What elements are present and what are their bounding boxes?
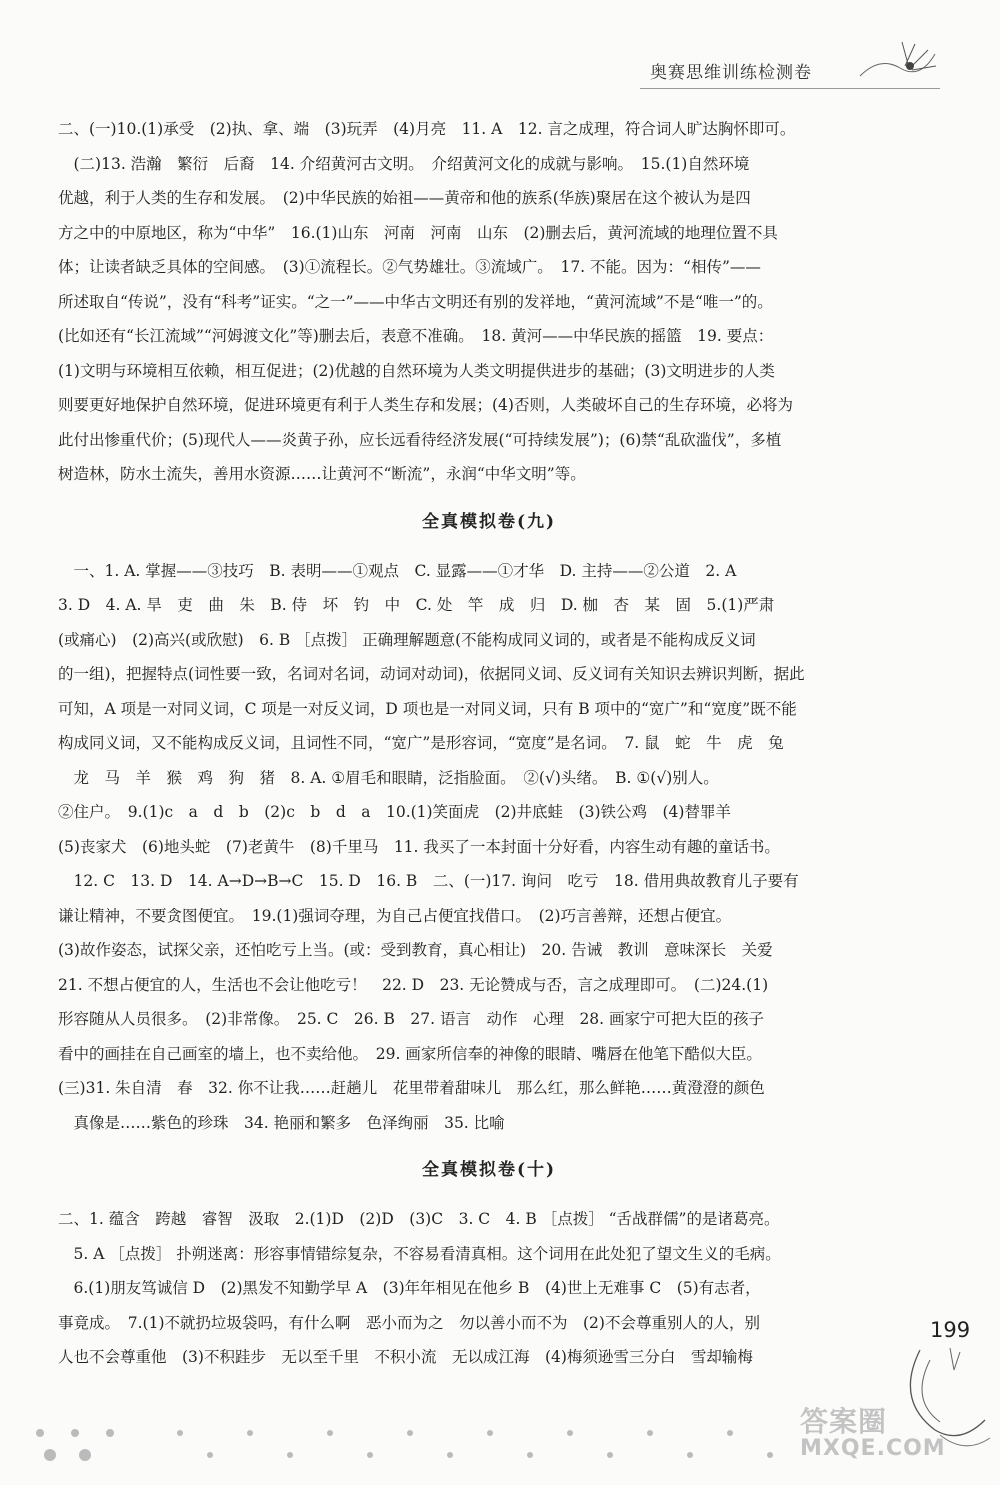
text-line: 谦让精神，不要贪图便宜。 19.(1)强词夺理，为自己占便宜找借口。 (2)巧言善辩，还想占便宜。	[58, 906, 732, 925]
header-ornament-icon	[850, 36, 940, 86]
text-line: 龙 马 羊 猴 鸡 狗 猪 8. A. ①眉毛和眼睛，泛指脸面。 ②(√)头绪。 B. ①(√)别人。	[58, 768, 719, 787]
text-line: 二、1. 蕴含 跨越 睿智 汲取 2.(1)D (2)D (3)C 3. C 4. B ［点拨］ “舌战群儒”的是诸葛亮。	[58, 1210, 780, 1228]
section-intro-text	[58, 112, 920, 492]
answer-content	[58, 112, 920, 1375]
section-title-ten: 全真模拟卷(十)	[421, 1160, 557, 1180]
section-title-nine: 全真模拟卷(九)	[421, 511, 557, 532]
text-line: 所述取自“传说”，没有“科考”证实。“之一”——中华古文明还有别的发祥地，“黄河流域”不是“唯一”的。	[58, 292, 773, 311]
text-line: (三)31. 朱自清 春 32. 你不让我……赶趟儿 花里带着甜味儿 那么红，那么鲜艳……黄澄澄的颜色	[58, 1079, 765, 1097]
header-rule	[640, 88, 940, 89]
text-line: 体；让读者缺乏具体的空间感。 (3)①流程长。②气势雄壮。③流域广。 17. 不能。因为：“相传”——	[58, 258, 761, 276]
watermark-title: 答案圈	[800, 1405, 888, 1438]
text-line: 此付出惨重代价；(5)现代人——炎黄子孙，应长远看待经济发展(“可持续发展”)；(6)禁“乱砍滥伐”，多植	[58, 430, 782, 449]
footer-dots-decoration	[30, 1425, 930, 1465]
watermark-url: MXQE.COM	[800, 1436, 946, 1461]
text-line: 人也不会尊重他 (3)不积跬步 无以至千里 不积小流 无以成江海 (4)梅须逊雪三分白 雪却输梅	[58, 1348, 753, 1366]
text-line: (比如还有“长江流域”“河姆渡文化”等)删去后，表意不准确。 18. 黄河——中华民族的摇篮 19. 要点：	[58, 327, 774, 345]
text-line: (二)13. 浩瀚 繁衍 后裔 14. 介绍黄河古文明。 介绍黄河文化的成就与影响。 15.(1)自然环境	[58, 154, 750, 173]
text-line: ②住户。 9.(1)c a d b (2)c b d a 10.(1)笑面虎 (2)井底蛙 (3)铁公鸡 (4)替罪羊	[58, 803, 731, 821]
text-line: 5. A ［点拨］ 扑朔迷离：形容事情错综复杂，不容易看清真相。这个词用在此处犯了望文生义的毛病。	[58, 1244, 781, 1263]
watermark	[800, 1400, 946, 1461]
text-line: (3)故作姿态，试探父亲，还怕吃亏上当。(或：受到教育，真心相让) 20. 告诫 教训 意味深长 关爱	[58, 941, 773, 959]
text-line: 则要更好地保护自然环境，促进环境更有利于人类生存和发展；(4)否则，人类破坏自己的生存环境，必将为	[58, 396, 793, 414]
text-line: 树造林，防水土流失，善用水资源……让黄河不“断流”，永润“中华文明”等。	[58, 465, 586, 483]
section-ten-text	[58, 1202, 920, 1375]
text-line: 可知，A 项是一对同义词，C 项是一对反义词，D 项也是一对同义词，只有 B 项中的“宽广”和“宽度”既不能	[58, 699, 797, 718]
page-number: 199	[930, 1318, 971, 1342]
section-nine-text	[58, 554, 920, 1141]
text-line: 看中的画挂在自己画室的墙上，也不卖给他。 29. 画家所信奉的神像的眼睛、嘴唇在他笔下酷似大臣。	[58, 1044, 762, 1063]
text-line: (或痛心) (2)高兴(或欣慰) 6. B ［点拨］ 正确理解题意(不能构成同义词的，或者是不能构成反义词	[58, 630, 756, 649]
text-line: 6.(1)朋友笃诚信 D (2)黑发不知勤学早 A (3)年年相见在他乡 B (4)世上无难事 C (5)有志者，	[58, 1279, 761, 1297]
text-line: 21. 不想占便宜的人，生活也不会让他吃亏！ 22. D 23. 无论赞成与否，言之成理即可。 (二)24.(1)	[58, 975, 769, 994]
text-line: 3. D 4. A. 旱 吏 曲 朱 B. 侍 坏 钓 中 C. 处 竿 成 归 D. 枷 杏 某 固 5.(1)严肃	[58, 596, 775, 614]
text-line: 优越，利于人类的生存和发展。 (2)中华民族的始祖——黄帝和他的族系(华族)聚居在这个被认为是四	[58, 189, 751, 207]
text-line: 真像是……紫色的珍珠 34. 艳丽和繁多 色泽绚丽 35. 比喻	[58, 1113, 505, 1132]
text-line: (5)丧家犬 (6)地头蛇 (7)老黄牛 (8)千里马 11. 我买了一本封面十分好看，内容生动有趣的童话书。	[58, 837, 780, 856]
text-line: 的一组)，把握特点(词性要一致，名词对名词，动词对动词)，依据同义词、反义词有关知识去辨识判断，据此	[58, 665, 805, 683]
header-title: 奥赛思维训练检测卷	[650, 63, 812, 83]
text-line: 一、1. A. 掌握——③技巧 B. 表明——①观点 C. 显露——①才华 D. 主持——②公道 2. A	[58, 561, 737, 580]
text-line: 事竟成。 7.(1)不就扔垃圾袋吗，有什么啊 恶小而为之 勿以善小而不为 (2)不会尊重别人的人，别	[58, 1313, 760, 1332]
text-line: 12. C 13. D 14. A→D→B→C 15. D 16. B 二、(一)17. 询问 吃亏 18. 借用典故教育儿子要有	[58, 872, 799, 890]
text-line: 方之中的中原地区，称为“中华” 16.(1)山东 河南 河南 山东 (2)删去后，黄河流域的地理位置不具	[58, 223, 778, 242]
text-line: 二、(一)10.(1)承受 (2)执、拿、端 (3)玩弄 (4)月亮 11. A 12. 言之成理，符合词人旷达胸怀即可。	[58, 120, 796, 138]
text-line: 构成同义词，又不能构成反义词，且词性不同，“宽广”是形容词，“宽度”是名词。 7. 鼠 蛇 牛 虎 兔	[58, 734, 784, 752]
text-line: (1)文明与环境相互依赖，相互促进；(2)优越的自然环境为人类文明提供进步的基础；(3)文明进步的人类	[58, 361, 775, 380]
text-line: 形容随从人员很多。 (2)非常像。 25. C 26. B 27. 语言 动作 心理 28. 画家宁可把大臣的孩子	[58, 1010, 765, 1028]
